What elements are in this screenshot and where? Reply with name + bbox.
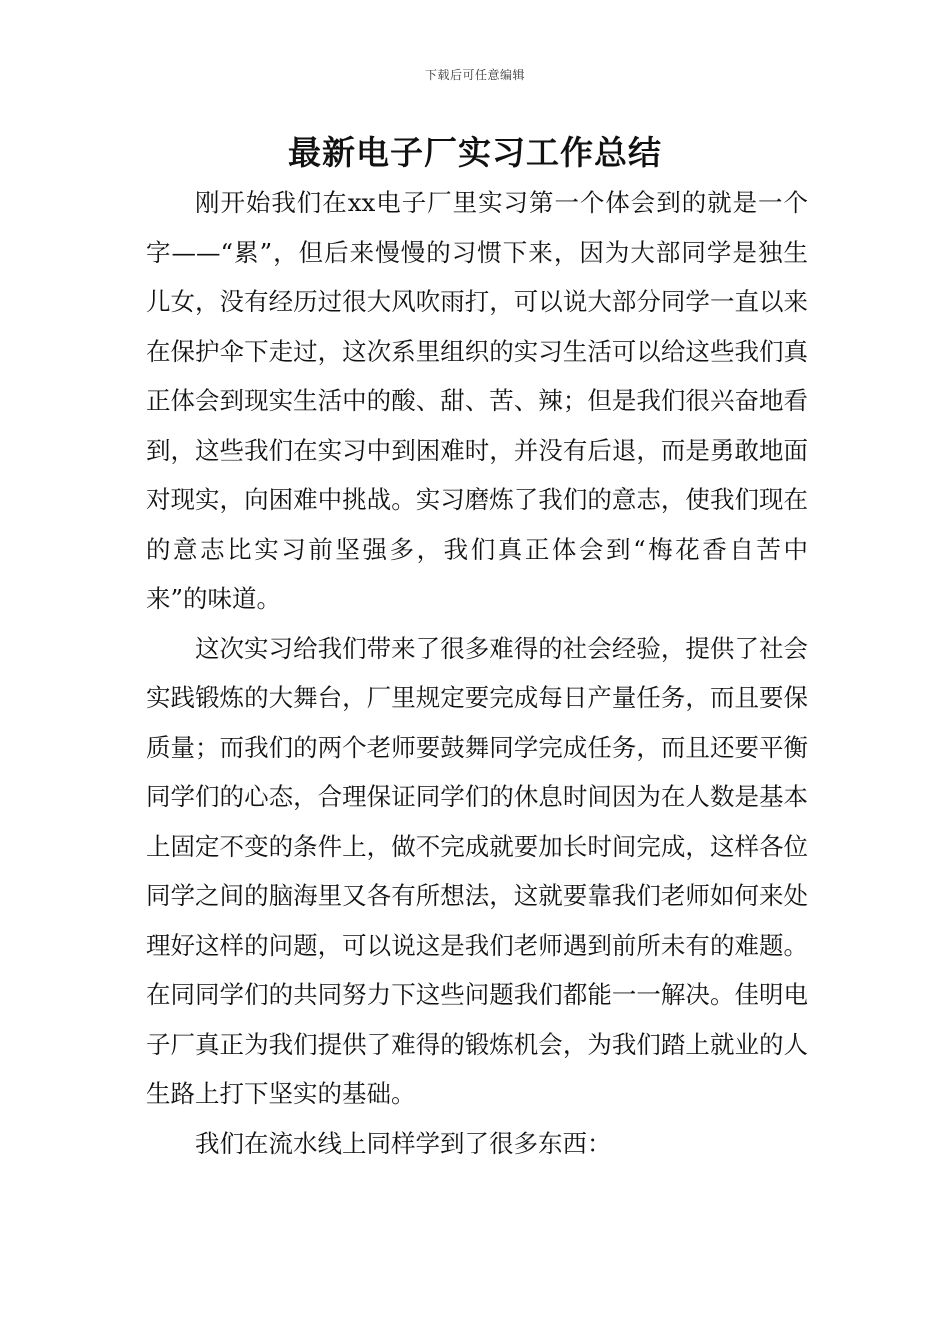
paragraph-2: 这次实习给我们带来了很多难得的社会经验，提供了社会实践锻炼的大舞台，厂里规定要完成每日产量任务，而且要保质量；而我们的两个老师要鼓舞同学完成任务，而且还要平衡同学们的心态，合理保证同学们的休息时间因为在人数是基本上固定不变的条件上，做不完成就要加长时间完成，这样各位同学之间的脑海里又各有所想法，这就要靠我们老师如何来处理好这样的问题，可以说这是我们老师遇到前所未有的难题。在同同学们的共同努力下这些问题我们都能一一解决。佳明电子厂真正为我们提供了难得的锻炼机会，为我们踏上就业的人生路上打下坚实的基础。 [146, 633, 808, 1108]
paragraph-3: 我们在流水线上同样学到了很多东西： [195, 1128, 612, 1158]
header-note: 下载后可任意编辑 [424, 68, 525, 82]
paragraph-1: 刚开始我们在xx电子厂里实习第一个体会到的就是一个字——“累”，但后来慢慢的习惯下来，因为大部同学是独生儿女，没有经历过很大风吹雨打，可以说大部分同学一直以来在保护伞下走过，这次系里组织的实习生活可以给这些我们真正体会到现实生活中的酸、甜、苦、辣；但是我们很兴奋地看到，这些我们在实习中到困难时，并没有后退，而是勇敢地面对现实，向困难中挑战。实习磨炼了我们的意志，使我们现在的意志比实习前坚强多，我们真正体会到“梅花香自苦中来”的味道。 [146, 188, 808, 613]
document-title: 最新电子厂实习工作总结 [288, 133, 662, 172]
document-body [146, 178, 808, 1168]
